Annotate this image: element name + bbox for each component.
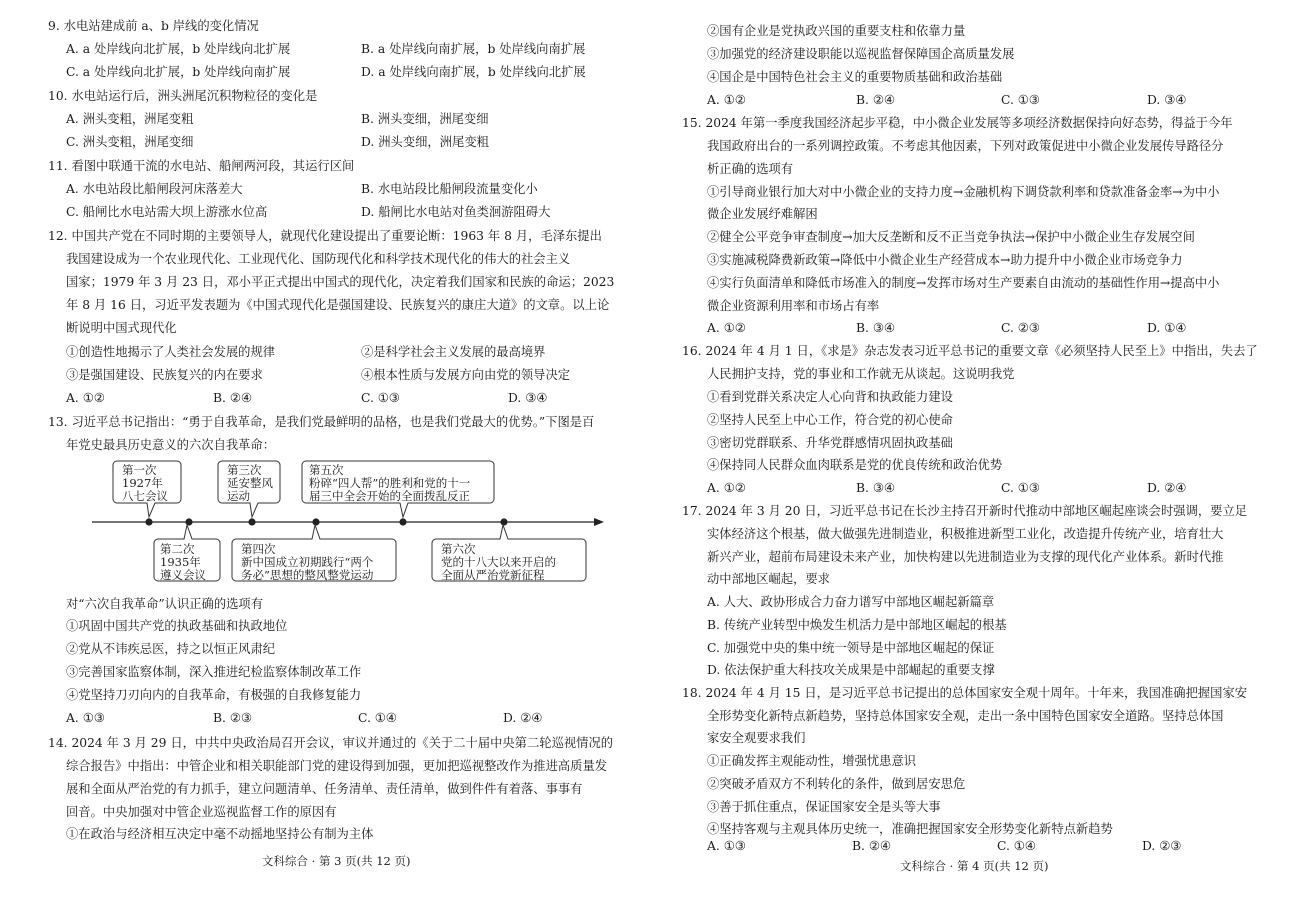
timeline-box-6-line-3: 全面从严治党新征程	[441, 568, 545, 582]
timeline-node-1	[145, 518, 152, 525]
q17-option-c: C. 加强党中央的集中统一领导是中部地区崛起的保证	[707, 641, 995, 655]
page-footer-left: 文科综合 · 第 3 页(共 12 页)	[262, 854, 411, 868]
q12-option-b: B. ②④	[213, 391, 252, 405]
q13-item-2: ②党从不讳疾忌医，持之以恒正风肃纪	[66, 642, 276, 656]
q12-item-1: ①创造性地揭示了人类社会发展的规律	[66, 345, 276, 359]
q15-option-c: C. ②③	[1001, 321, 1040, 335]
q11-option-a: A. 水电站段比船闸段河床落差大	[66, 182, 243, 196]
q13-option-d: D. ②④	[503, 711, 543, 725]
q16-item-2: ②坚持人民至上中心工作，符合党的初心使命	[707, 413, 953, 427]
q16-line: 人民拥护支持，党的事业和工作就无从谈起。这说明我党	[707, 367, 1015, 381]
q16-item-1: ①看到党群关系决定人心向背和执政能力建设	[707, 390, 953, 404]
q10-option-d: D. 洲头变细，洲尾变粗	[361, 135, 489, 149]
timeline-box-1-line-1: 第一次	[122, 463, 157, 477]
q18-item-4: ④坚持客观与主观具体历史统一，准确把握国家安全形势变化新特点新趋势	[707, 822, 1113, 836]
q15-item-4: ④实行负面清单和降低市场准入的制度→发挥市场对生产要素自由流动的基础性作用→提高中小	[707, 276, 1220, 290]
timeline-arrowhead	[594, 518, 604, 526]
q13-item-4: ④党坚持刀刃向内的自我革命，有极强的自我修复能力	[66, 688, 362, 702]
q14-item-3: ③加强党的经济建设职能以巡视监督保障国企高质量发展	[707, 47, 1015, 61]
timeline-node-4	[312, 518, 319, 525]
q18-item-3: ③善于抓住重点，保证国家安全是头等大事	[707, 800, 941, 814]
timeline-box-3-line-2: 延安整风	[227, 476, 273, 490]
timeline-box-2-line-2: 1935年	[160, 555, 201, 569]
timeline-box-4-line-3: 务必”思想的整风整党运动	[241, 568, 374, 582]
q14-option-c: C. ①③	[1001, 93, 1040, 107]
timeline-box-1-line-2: 1927年	[122, 476, 163, 490]
q14-item-4: ④国企是中国特色社会主义的重要物质基础和政治基础	[707, 70, 1003, 84]
q12-option-c: C. ①③	[361, 391, 400, 405]
q14-line: 回音。中央加强对中管企业巡视监督工作的原因有	[66, 805, 337, 819]
q12-item-2: ②是科学社会主义发展的最高境界	[361, 345, 546, 359]
q9-option-a: A. a 处岸线向北扩展，b 处岸线向北扩展	[66, 42, 291, 56]
timeline-box-5-line-2: 粉碎“四人帮”的胜利和党的十一	[309, 476, 471, 490]
q15-item-4-cont: 微企业资源利用率和市场占有率	[707, 299, 880, 313]
timeline-box-2	[154, 525, 220, 582]
q17-line: 新兴产业，超前布局建设未来产业，加快构建以先进制造业为支撑的现代化产业体系。新时代推	[707, 550, 1224, 564]
q16-option-b: B. ③④	[856, 481, 895, 495]
q14-line: 展和全面从严治党的有力抓手，建立问题清单、任务清单、责任清单，做到件件有着落、事事有	[66, 782, 583, 796]
q11-stem: 11. 看图中联通干流的水电站、船闸两河段，其运行区间	[48, 159, 355, 173]
timeline-box-3-line-1: 第三次	[227, 463, 262, 477]
q15-item-1: ①引导商业银行加大对中小微企业的支持力度→金融机构下调贷款利率和贷款准备金率→为中小	[707, 185, 1220, 199]
q17-line: 实体经济这个根基，做大做强先进制造业，积极推进新型工业化，改造提升传统产业，培育壮大	[707, 527, 1224, 541]
timeline-node-2	[185, 518, 192, 525]
q11-option-d: D. 船闸比水电站对鱼类洄游阻碍大	[361, 205, 551, 219]
q16-item-3: ③密切党群联系、升华党群感情巩固执政基础	[707, 436, 953, 450]
q18-line: 18. 2024 年 4 月 15 日，是习近平总书记提出的总体国家安全观十周年。十年来，我国准确把握国家安	[682, 686, 1248, 700]
timeline-box-6	[432, 525, 586, 582]
timeline-box-5-line-1: 第五次	[309, 463, 344, 477]
q18-option-b: B. ②④	[852, 839, 891, 853]
q13-item-3: ③完善国家监察体制，深入推进纪检监察体制改革工作	[66, 665, 362, 679]
q12-line: 断说明中国式现代化	[66, 321, 177, 335]
q17-option-a: A. 人大、政协形成合力奋力谱写中部地区崛起新篇章	[707, 595, 995, 609]
q10-option-b: B. 洲头变细，洲尾变细	[361, 112, 489, 126]
timeline-node-5	[399, 518, 406, 525]
q13-prompt: 对“六次自我革命”认识正确的选项有	[66, 597, 264, 611]
timeline-box-4	[232, 525, 396, 582]
timeline-box-1-line-3: 八七会议	[122, 489, 168, 503]
q18-item-2: ②突破矛盾双方不利转化的条件，做到居安思危	[707, 777, 966, 791]
right-page	[652, 0, 1303, 900]
q9-stem: 9. 水电站建成前 a、b 岸线的变化情况	[48, 19, 259, 33]
q13-option-b: B. ②③	[213, 711, 252, 725]
q17-option-b: B. 传统产业转型中焕发生机活力是中部地区崛起的根基	[707, 618, 1007, 632]
timeline-box-6-line-1: 第六次	[441, 542, 476, 556]
left-page	[0, 0, 651, 900]
q15-option-a: A. ①②	[707, 321, 746, 335]
timeline-box-3-line-3: 运动	[227, 489, 250, 503]
q15-option-d: D. ①④	[1147, 321, 1187, 335]
timeline-box-5	[302, 461, 494, 517]
q17-line: 17. 2024 年 3 月 20 日，习近平总书记在长沙主持召开新时代推动中部地区崛起座谈会时强调，要立足	[682, 504, 1248, 518]
q18-line: 全形势变化新特点新趋势，坚持总体国家安全观，走出一条中国特色国家安全道路。坚持总体国	[707, 709, 1224, 723]
q16-item-4: ④保持同人民群众血肉联系是党的优良传统和政治优势	[707, 458, 1003, 472]
q10-option-a: A. 洲头变粗，洲尾变粗	[66, 112, 194, 126]
q18-line: 家安全观要求我们	[707, 731, 806, 745]
timeline-box-4-line-1: 第四次	[241, 542, 276, 556]
q13-item-1: ①巩固中国共产党的执政基础和执政地位	[66, 619, 288, 633]
q16-option-c: C. ①③	[1001, 481, 1040, 495]
q14-item-2: ②国有企业是党执政兴国的重要支柱和依靠力量	[707, 24, 966, 38]
q14-line: 14. 2024 年 3 月 29 日，中共中央政治局召开会议，审议并通过的《关于二十届中央第二轮巡视情况的	[48, 736, 614, 750]
q16-option-a: A. ①②	[707, 481, 746, 495]
timeline-node-3	[248, 518, 255, 525]
q11-option-b: B. 水电站段比船闸段流量变化小	[361, 182, 538, 196]
q15-item-3: ③实施减税降费新政策→降低中小微企业生产经营成本→助力提升中小微企业市场竞争力	[707, 253, 1183, 267]
timeline-box-2-line-3: 遵义会议	[160, 568, 206, 582]
self-revolution-timeline	[0, 455, 651, 590]
q9-option-b: B. a 处岸线向南扩展，b 处岸线向南扩展	[361, 42, 586, 56]
q18-option-a: A. ①③	[707, 839, 746, 853]
timeline-box-6-line-2: 党的十八大以来开启的	[441, 555, 556, 569]
q12-line: 国家；1979 年 3 月 23 日，邓小平正式提出中国式的现代化，决定着我们国家和民族的命运；2023	[66, 275, 615, 289]
q15-item-1-cont: 微企业发展纾难解困	[707, 207, 818, 221]
timeline-box-4-line-2: 新中国成立初期践行“两个	[241, 555, 374, 569]
q17-option-d: D. 依法保护重大科技攻关成果是中部崛起的重要支撑	[707, 663, 995, 677]
timeline-box-3	[218, 461, 280, 517]
q12-option-a: A. ①②	[66, 391, 105, 405]
q18-option-d: D. ②③	[1142, 839, 1182, 853]
q11-option-c: C. 船闸比水电站需大坝上游涨水位高	[66, 205, 268, 219]
q12-line: 12. 中国共产党在不同时期的主要领导人，就现代化建设提出了重要论断：1963 年 8 月，毛泽东提出	[48, 229, 602, 243]
q14-option-d: D. ③④	[1147, 93, 1187, 107]
timeline-node-6	[500, 518, 507, 525]
q14-option-b: B. ②④	[856, 93, 895, 107]
q15-line: 我国政府出台的一系列调控政策。不考虑其他因素，下列对政策促进中小微企业发展传导路径分	[707, 139, 1224, 153]
page-footer-right: 文科综合 · 第 4 页(共 12 页)	[900, 859, 1049, 873]
q9-option-d: D. a 处岸线向南扩展，b 处岸线向北扩展	[361, 65, 586, 79]
q15-line: 15. 2024 年第一季度我国经济起步平稳，中小微企业发展等多项经济数据保持向好态势，得益于今年	[682, 116, 1233, 130]
q18-option-c: C. ①④	[997, 839, 1036, 853]
q12-line: 我国建设成为一个农业现代化、工业现代化、国防现代化和科学技术现代化的伟大的社会主义	[66, 252, 571, 266]
q13-line: 13. 习近平总书记指出：“勇于自我革命，是我们党最鲜明的品格，也是我们党最大的优势。”下图是百	[48, 415, 595, 429]
q12-item-4: ④根本性质与发展方向由党的领导决定	[361, 368, 571, 382]
q15-option-b: B. ③④	[856, 321, 895, 335]
q15-line: 析正确的选项有	[707, 162, 794, 176]
q12-item-3: ③是强国建设、民族复兴的内在要求	[66, 368, 263, 382]
q13-option-c: C. ①④	[358, 711, 397, 725]
q16-line: 16. 2024 年 4 月 1 日，《求是》杂志发表习近平总书记的重要文章《必须坚持人民至上》中指出，失去了	[682, 344, 1258, 358]
q12-option-d: D. ③④	[508, 391, 548, 405]
q10-option-c: C. 洲头变粗，洲尾变细	[66, 135, 194, 149]
q13-line: 年党史最具历史意义的六次自我革命：	[66, 438, 276, 452]
q9-option-c: C. a 处岸线向北扩展，b 处岸线向南扩展	[66, 65, 291, 79]
q14-item-1: ①在政治与经济相互决定中毫不动摇地坚持公有制为主体	[66, 827, 374, 841]
q10-stem: 10. 水电站运行后，洲头洲尾沉积物粒径的变化是	[48, 89, 318, 103]
q18-item-1: ①正确发挥主观能动性，增强忧患意识	[707, 754, 917, 768]
q17-line: 动中部地区崛起，要求	[707, 572, 830, 586]
q13-option-a: A. ①③	[66, 711, 105, 725]
timeline-box-5-line-3: 届三中全会开始的全面拨乱反正	[309, 489, 470, 503]
timeline-box-1	[113, 461, 181, 517]
timeline-box-2-line-1: 第二次	[160, 542, 195, 556]
q15-item-2: ②健全公平竞争审查制度→加大反垄断和反不正当竞争执法→保护中小微企业生存发展空间	[707, 230, 1195, 244]
q14-line: 综合报告》中指出：中管企业和相关职能部门党的建设得到加强，更加把巡视整改作为推进高质量发	[66, 759, 608, 773]
q14-option-a: A. ①②	[707, 93, 746, 107]
q16-option-d: D. ②④	[1147, 481, 1187, 495]
q12-line: 年 8 月 16 日，习近平发表题为《中国式现代化是强国建设、民族复兴的康庄大道》的文章。以上论	[66, 298, 610, 312]
